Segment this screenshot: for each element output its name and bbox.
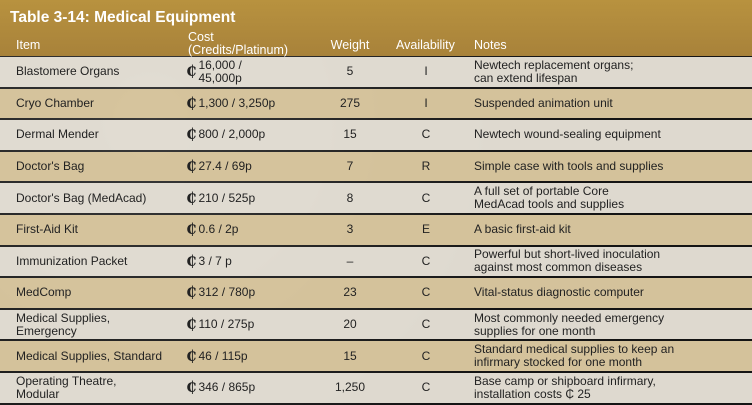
item-availability: I: [424, 64, 428, 79]
item-availability: R: [421, 159, 431, 174]
cost-value: 210 / 525p: [198, 190, 256, 205]
item-weight: 1,250: [334, 380, 366, 395]
item-availability: C: [421, 127, 431, 142]
column-header-weight: Weight: [330, 38, 370, 52]
item-notes: Newtech replacement organs; can extend lifespan: [474, 57, 634, 85]
item-notes: A basic first-aid kit: [474, 222, 571, 237]
item-name: First-Aid Kit: [16, 222, 79, 237]
table-row: [0, 310, 752, 340]
cost-value: 346 / 865p: [198, 380, 256, 395]
column-header-cost-line2: (Credits/Platinum): [188, 43, 289, 57]
item-notes: A full set of portable Core MedAcad tools and supplies: [474, 184, 625, 212]
item-notes: Vital-status diagnostic computer: [474, 285, 644, 300]
credit-symbol-icon: ₵: [186, 93, 197, 112]
table-row: [0, 120, 752, 150]
item-name: Doctor's Bag: [16, 159, 85, 174]
item-weight: –: [346, 253, 354, 268]
table-row: [0, 89, 752, 119]
cost-value: 16,000 / 45,000p: [198, 57, 242, 85]
table-header: [0, 0, 752, 56]
item-availability: C: [421, 348, 431, 363]
cost-value: 110 / 275p: [198, 317, 255, 332]
credit-symbol-icon: ₵: [186, 188, 197, 207]
item-availability: C: [421, 380, 431, 395]
table-row: [0, 341, 752, 371]
credit-symbol-icon: ₵: [186, 315, 197, 334]
column-header-cost-line1: Cost: [188, 30, 214, 44]
item-availability: C: [421, 190, 431, 205]
item-name: Cryo Chamber: [16, 95, 95, 110]
item-cost: [186, 183, 316, 213]
column-header-item: Item: [16, 38, 41, 52]
item-notes: Base camp or shipboard infirmary, installation costs ₵ 25: [474, 373, 656, 401]
credit-symbol-icon: ₵: [186, 346, 197, 365]
item-weight: 3: [346, 222, 354, 237]
table-row: [0, 373, 752, 403]
item-name: Blastomere Organs: [16, 64, 120, 79]
cost-value: 46 / 115p: [198, 348, 248, 363]
item-cost: [186, 341, 316, 371]
table-row: [0, 183, 752, 213]
item-weight: 20: [343, 317, 357, 332]
item-weight: 15: [343, 348, 357, 363]
table-row: [0, 57, 752, 87]
item-notes: Standard medical supplies to keep an infirmary stocked for one month: [474, 342, 675, 370]
item-availability: C: [421, 285, 431, 300]
column-header-notes: Notes: [474, 38, 507, 52]
item-cost: [186, 247, 316, 277]
item-weight: 8: [346, 190, 354, 205]
item-cost: [186, 310, 316, 340]
cost-value: 3 / 7 p: [198, 253, 232, 268]
item-availability: C: [421, 317, 431, 332]
cost-value: 0.6 / 2p: [198, 222, 239, 237]
table-row: [0, 247, 752, 277]
item-availability: E: [421, 222, 430, 237]
item-cost: [186, 215, 316, 245]
item-name: MedComp: [16, 285, 72, 300]
table-row: [0, 152, 752, 182]
item-weight: 15: [343, 127, 357, 142]
item-cost: [186, 89, 316, 119]
item-notes: Simple case with tools and supplies: [474, 159, 664, 174]
credit-symbol-icon: ₵: [186, 378, 197, 397]
column-header-availability: Availability: [396, 38, 455, 52]
item-notes: Powerful but short-lived inoculation against most common diseases: [474, 247, 661, 275]
cost-value: 800 / 2,000p: [198, 127, 266, 142]
credit-symbol-icon: ₵: [186, 251, 197, 270]
table-row: [0, 215, 752, 245]
item-notes: Most commonly needed emergency supplies for one month: [474, 310, 665, 338]
item-name: Dermal Mender: [16, 127, 99, 142]
credit-symbol-icon: ₵: [186, 220, 197, 239]
item-cost: [186, 120, 316, 150]
cost-value: 312 / 780p: [198, 285, 256, 300]
item-name: Medical Supplies, Standard: [16, 348, 163, 363]
credit-symbol-icon: ₵: [186, 62, 197, 81]
credit-symbol-icon: ₵: [186, 283, 197, 302]
item-availability: C: [421, 253, 431, 268]
item-notes: Newtech wound-sealing equipment: [474, 127, 661, 142]
item-weight: 5: [346, 64, 354, 79]
item-name: Doctor's Bag (MedAcad): [16, 190, 147, 205]
cost-value: 1,300 / 3,250p: [198, 95, 276, 110]
credit-symbol-icon: ₵: [186, 125, 197, 144]
credit-symbol-icon: ₵: [186, 157, 197, 176]
cost-value: 27.4 / 69p: [198, 159, 252, 174]
item-cost: [186, 373, 316, 403]
item-cost: [186, 152, 316, 182]
item-weight: 7: [346, 159, 354, 174]
item-weight: 275: [339, 95, 361, 110]
item-availability: I: [424, 95, 428, 110]
item-name: Medical Supplies, Emergency: [16, 310, 111, 338]
item-cost: [186, 278, 316, 308]
item-cost: [186, 57, 316, 87]
table-title: Table 3-14: Medical Equipment: [10, 9, 236, 26]
item-weight: 23: [343, 285, 357, 300]
item-name: Immunization Packet: [16, 253, 128, 268]
item-notes: Suspended animation unit: [474, 95, 613, 110]
table-row: [0, 278, 752, 308]
item-name: Operating Theatre, Modular: [16, 373, 117, 401]
column-header-cost: [188, 31, 288, 57]
